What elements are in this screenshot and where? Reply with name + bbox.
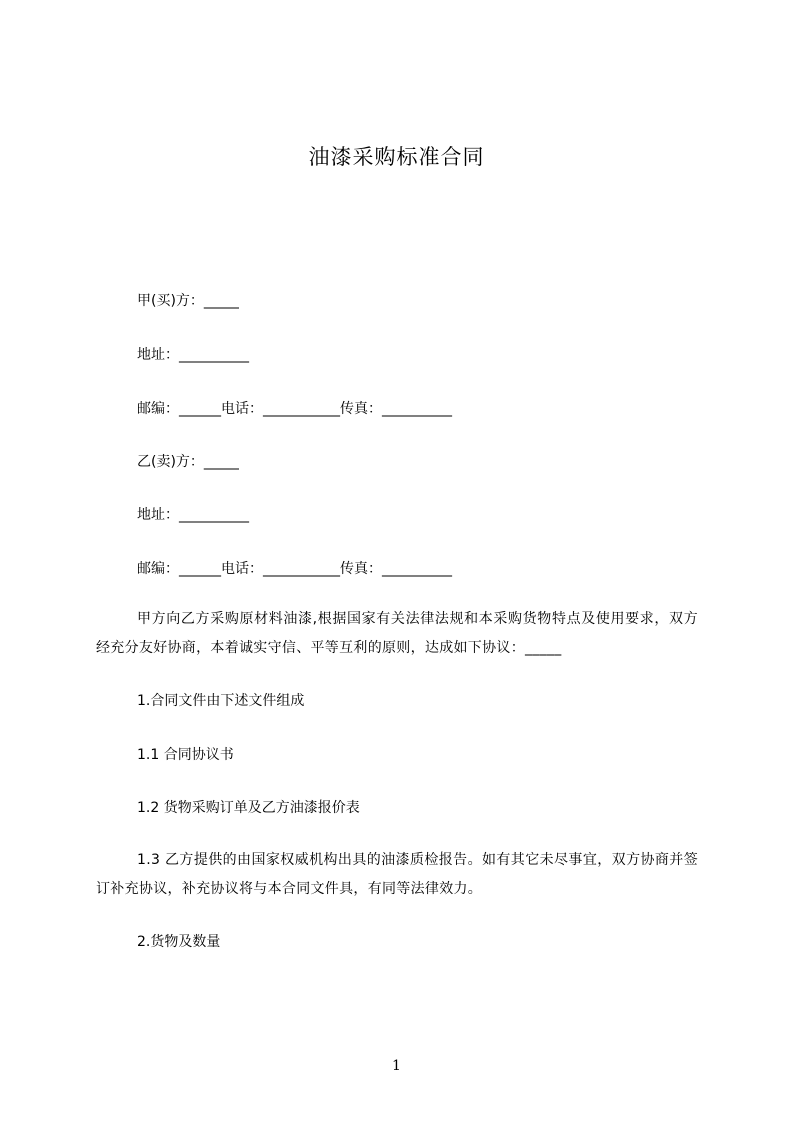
section-heading: 1.合同文件由下述文件组成 — [137, 693, 305, 709]
section-item: 1.2 货物采购订单及乙方油漆报价表 — [137, 800, 360, 816]
section-paragraph: 1.3 乙方提供的由国家权威机构出具的油漆质检报告。如有其它未尽事宜，双方协商并签订补充协议，补充协议将与本合同文件具，有同等法律效力。 — [96, 852, 698, 897]
section-heading: 2.货物及数量 — [137, 934, 221, 950]
party-b-address-line: 地址：__________ — [137, 507, 249, 523]
party-a-name-line: 甲(买)方：_____ — [137, 293, 239, 309]
party-b-name-line: 乙(卖)方：_____ — [137, 454, 239, 470]
party-a-contact-line: 邮编：______电话：___________传真：__________ — [137, 401, 452, 417]
party-a-address-line: 地址：__________ — [137, 347, 249, 363]
intro-paragraph: 甲方向乙方采购原材料油漆,根据国家有关法律法规和本采购货物特点及使用要求，双方经充分友好协商，本着诚实守信、平等互利的原则，达成如下协议：_____ — [96, 611, 698, 656]
party-b-contact-line: 邮编：______电话：___________传真：__________ — [137, 561, 452, 577]
section-item: 1.1 合同协议书 — [137, 747, 234, 763]
page-number: 1 — [392, 1058, 401, 1074]
document-title: 油漆采购标准合同 — [308, 145, 485, 169]
